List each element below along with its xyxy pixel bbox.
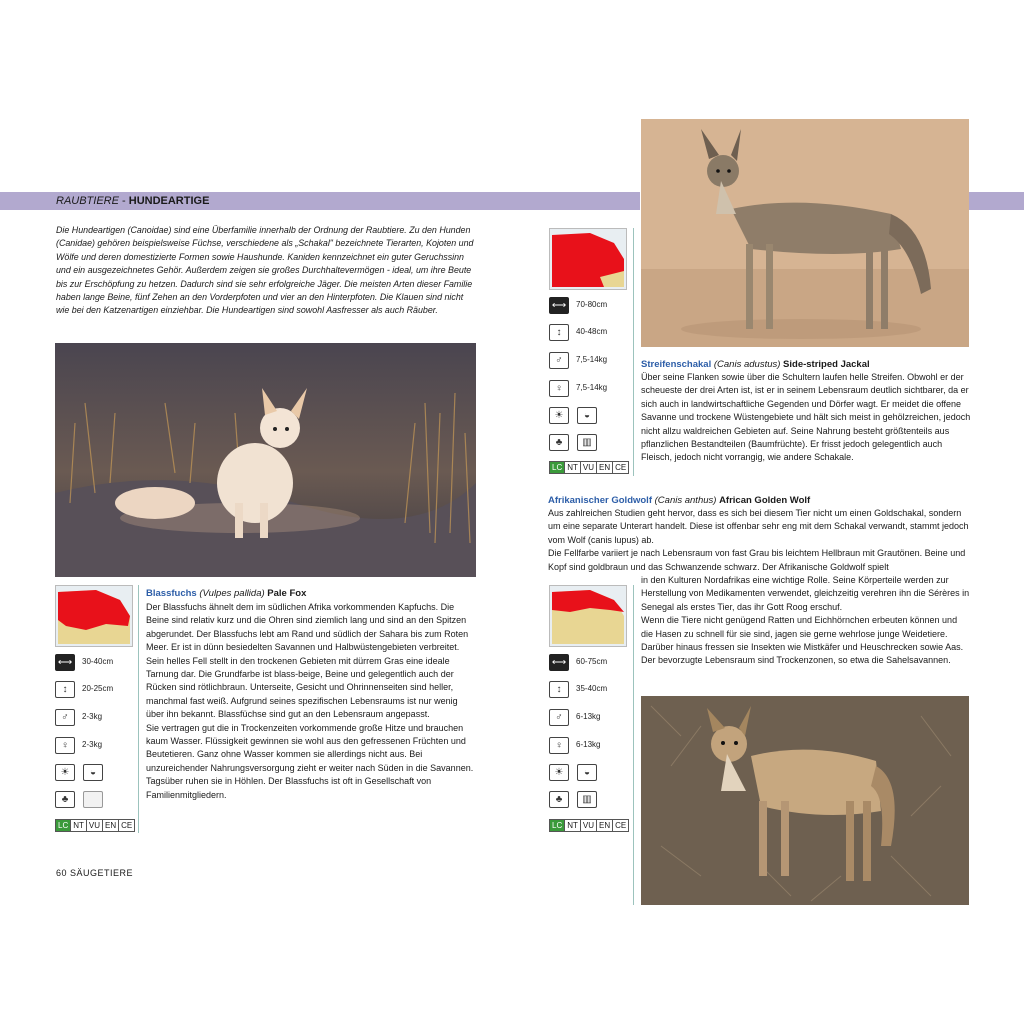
body-length-icon: ⟷ (55, 654, 75, 671)
species-name-de: Afrikanischer Goldwolf (548, 495, 652, 506)
body-length-icon: ⟷ (549, 654, 569, 671)
iucn-nt: NT (564, 461, 581, 474)
habitat-savanna-icon: ♣ (549, 791, 569, 808)
iucn-nt: NT (564, 819, 581, 832)
paragraph: Der Blassfuchs ähnelt dem im südlichen Afrika vorkommenden Kapfuchs. Die Beine sind relativ kurz und die Ohren sind ziemlich lang und sind an den Spitzen abgerundet. Der Blassfuchs lebt am Rand und südlich der Sahara bis zum Roten Meer. Er ist in dünn besiedelten Savannen und Halbwüstengebieten verbreitet. Sein helles Fell stellt in den trockenen Gebieten mit dürrem Gras eine ideale Tarnung dar. Die Grundfarbe ist blass-beige, Beine und gelegentlich auch der Rücken sind rötlichbraun. Unterseite, Gesicht und Ohrinnenseiten sind heller, manchmal fast weiß. Aufgrund seines spezifischen Lebensraums ist nur wenig über ihn bekannt. Blassfüchse sind gut an den Lebensraum angepasst. (146, 602, 469, 720)
habitat-blank-icon (83, 791, 103, 808)
species-name-de: Blassfuchs (146, 588, 197, 599)
section-separator: - (118, 195, 129, 207)
dusk-active-icon: ◒ (83, 764, 103, 781)
iucn-en: EN (596, 819, 613, 832)
pale-fox-heading (146, 587, 306, 600)
paragraph: Über seine Flanken sowie über die Schultern laufen helle Streifen. Obwohl er der scheueste der drei Arten ist, ist er in seinem Lebensraum deutlich sichtbarer, da er sich auch in landwirtschaftliche Gegenden und Dörfer wagt. Er meidet die offene Savanne und trockene Wüstengebiete und hält sich meist in gehölzreichen, jedoch nicht allzu waldreichen Gebieten auf. Seine Nahrung besteht größtenteils aus pflanzlichen Bestandteilen (Baumfrüchte). Er frisst jedoch gelegentlich auch Fleisch, jedoch nicht vorrangig, wie andere Schakale. (641, 372, 971, 463)
dusk-active-icon: ◒ (577, 407, 597, 424)
height-value: 40-48cm (576, 327, 608, 336)
section-category: RAUBTIERE (56, 195, 119, 207)
day-active-icon: ☀ (549, 764, 569, 781)
male-icon: ♂ (549, 352, 569, 369)
shoulder-height-icon: ↕ (549, 324, 569, 341)
pale-fox-photo (55, 343, 476, 577)
female-weight-value: 7,5-14kg (576, 383, 608, 392)
jackal-text (641, 371, 971, 465)
species-name-en: Side-striped Jackal (783, 359, 870, 370)
golden-wolf-photo (641, 696, 969, 905)
iucn-ce: CE (612, 461, 629, 474)
species-name-lat: (Canis adustus) (713, 359, 781, 370)
male-icon: ♂ (549, 709, 569, 726)
paragraph: Aus zahlreichen Studien geht hervor, dass es sich bei diesem Tier nicht um einen Goldschakal, sondern um eine separate Unterart handelt. Diese ist offenbar sehr eng mit dem Schakal verwandt, stammt jedoch vom Wolf (canis lupus) ab. (548, 508, 969, 545)
golden-wolf-range-map (549, 585, 627, 647)
iucn-lc: LC (549, 819, 565, 832)
female-weight-value: 2-3kg (82, 740, 103, 749)
length-value: 70-80cm (576, 300, 608, 309)
height-value: 20-25cm (82, 684, 114, 693)
iucn-ce: CE (118, 819, 135, 832)
male-weight-value: 6-13kg (576, 712, 601, 721)
iucn-status-bar (549, 461, 628, 474)
iucn-status-bar (549, 819, 628, 832)
day-active-icon: ☀ (55, 764, 75, 781)
species-name-de: Streifenschakal (641, 359, 712, 370)
side-striped-jackal-photo (641, 119, 969, 347)
pale-fox-range-map (55, 585, 133, 647)
habitat-farmland-icon: ▥ (577, 791, 597, 808)
section-subcategory: HUNDEARTIGE (128, 195, 210, 207)
female-icon: ♀ (549, 380, 569, 397)
habitat-savanna-icon: ♣ (55, 791, 75, 808)
golden-wolf-heading (548, 494, 810, 507)
section-band-right (969, 192, 1024, 210)
shoulder-height-icon: ↕ (549, 681, 569, 698)
body-length-icon: ⟷ (549, 297, 569, 314)
habitat-savanna-icon: ♣ (549, 434, 569, 451)
habitat-farmland-icon: ▥ (577, 434, 597, 451)
species-name-en: African Golden Wolf (719, 495, 811, 506)
column-divider (633, 585, 634, 905)
iucn-vu: VU (86, 819, 103, 832)
iucn-status-bar (55, 819, 134, 832)
column-divider (138, 585, 139, 833)
pale-fox-text (146, 601, 476, 802)
paragraph: in den Kulturen Nordafrikas eine wichtige Rolle. Seine Körperteile werden zur Herstellung von Medikamenten verwendet, gleichzeitig verehren ihn die Sérères in Senegal als erstes Tier, das ihr Gott Roog erschuf. (641, 575, 970, 612)
iucn-lc: LC (549, 461, 565, 474)
male-weight-value: 2-3kg (82, 712, 103, 721)
jackal-heading (641, 358, 870, 371)
female-icon: ♀ (55, 737, 75, 754)
paragraph: Sie vertragen gut die in Trockenzeiten vorkommende große Hitze und brauchen kaum Wasser. Flüssigkeit gewinnen sie wohl aus den gefressenen Früchten und Beutetieren. Ganz ohne Wasser kommen sie allerdings nicht aus. Bei unzureichender Nahrungsversorgung zieht er weiter nach Süden in die Savannen. Tagsüber ruhen sie in Höhlen. Der Blassfuchs ist oft in Gesellschaft von Familienmitgliedern. (146, 722, 474, 800)
species-name-en: Pale Fox (267, 588, 307, 599)
page-footer: 60 SÄUGETIERE (56, 868, 134, 878)
iucn-ce: CE (612, 819, 629, 832)
golden-wolf-text-top (548, 507, 972, 574)
species-name-lat: (Canis anthus) (654, 495, 717, 506)
iucn-en: EN (596, 461, 613, 474)
length-value: 60-75cm (576, 657, 608, 666)
male-icon: ♂ (55, 709, 75, 726)
iucn-vu: VU (580, 461, 597, 474)
jackal-range-map (549, 228, 627, 290)
length-value: 30-40cm (82, 657, 114, 666)
dusk-active-icon: ◒ (577, 764, 597, 781)
shoulder-height-icon: ↕ (55, 681, 75, 698)
column-divider (633, 228, 634, 476)
intro-text: Die Hundeartigen (Canoidae) sind eine Überfamilie innerhalb der Ordnung der Raubtiere. Zu den Hunden (Canidae) gehören beispielsweise Füchse, verschiedene als „Schakal" bezeichnete Tierarten, Kojoten und Wölfe und deren domestizierte Formen sowie Haushunde. Kaniden kennzeichnet ein guter Geruchssinn und ein ausgezeichnetes Gehör. Außerdem zeigen sie großes Durchhaltevermögen - ideal, um ihre Beute bis zur Erschöpfung zu hetzen. Dadurch sind sie sehr erfolgreiche Jäger. Die meisten Arten dieser Familie haben lange Beine, fünf Zehen an den Vorderpfoten und vier an den Hinterpfoten. Die Klauen sind nicht wie bei den Katzenartigen einziehbar. Die Hundeartigen sind sowohl Aasfresser als auch Räuber. (56, 225, 474, 316)
paragraph: Wenn die Tiere nicht genügend Ratten und Eichhörnchen erbeuten können und die Hasen zu schnell für sie sind, jagen sie gerne wehrlose junge Weidetiere. Darüber hinaus fressen sie Insekten wie Mistkäfer und Heuschrecken sowie Aas. Der bevorzugte Lebensraum sind Trockenzonen, so etwa die Sahelsavannen. (641, 615, 964, 666)
section-title (56, 194, 209, 208)
day-active-icon: ☀ (549, 407, 569, 424)
iucn-en: EN (102, 819, 119, 832)
female-weight-value: 6-13kg (576, 740, 601, 749)
iucn-vu: VU (580, 819, 597, 832)
height-value: 35-40cm (576, 684, 608, 693)
male-weight-value: 7,5-14kg (576, 355, 608, 364)
paragraph: Die Fellfarbe variiert je nach Lebensraum von fast Grau bis leichtem Hellbraun mit Grautönen. Beine und Kopf sind goldbraun und das Schwanzende schwarz. Der Afrikanische Goldwolf spielt (548, 548, 966, 572)
female-icon: ♀ (549, 737, 569, 754)
species-name-lat: (Vulpes pallida) (199, 588, 265, 599)
iucn-lc: LC (55, 819, 71, 832)
golden-wolf-text-side (641, 574, 971, 668)
iucn-nt: NT (70, 819, 87, 832)
